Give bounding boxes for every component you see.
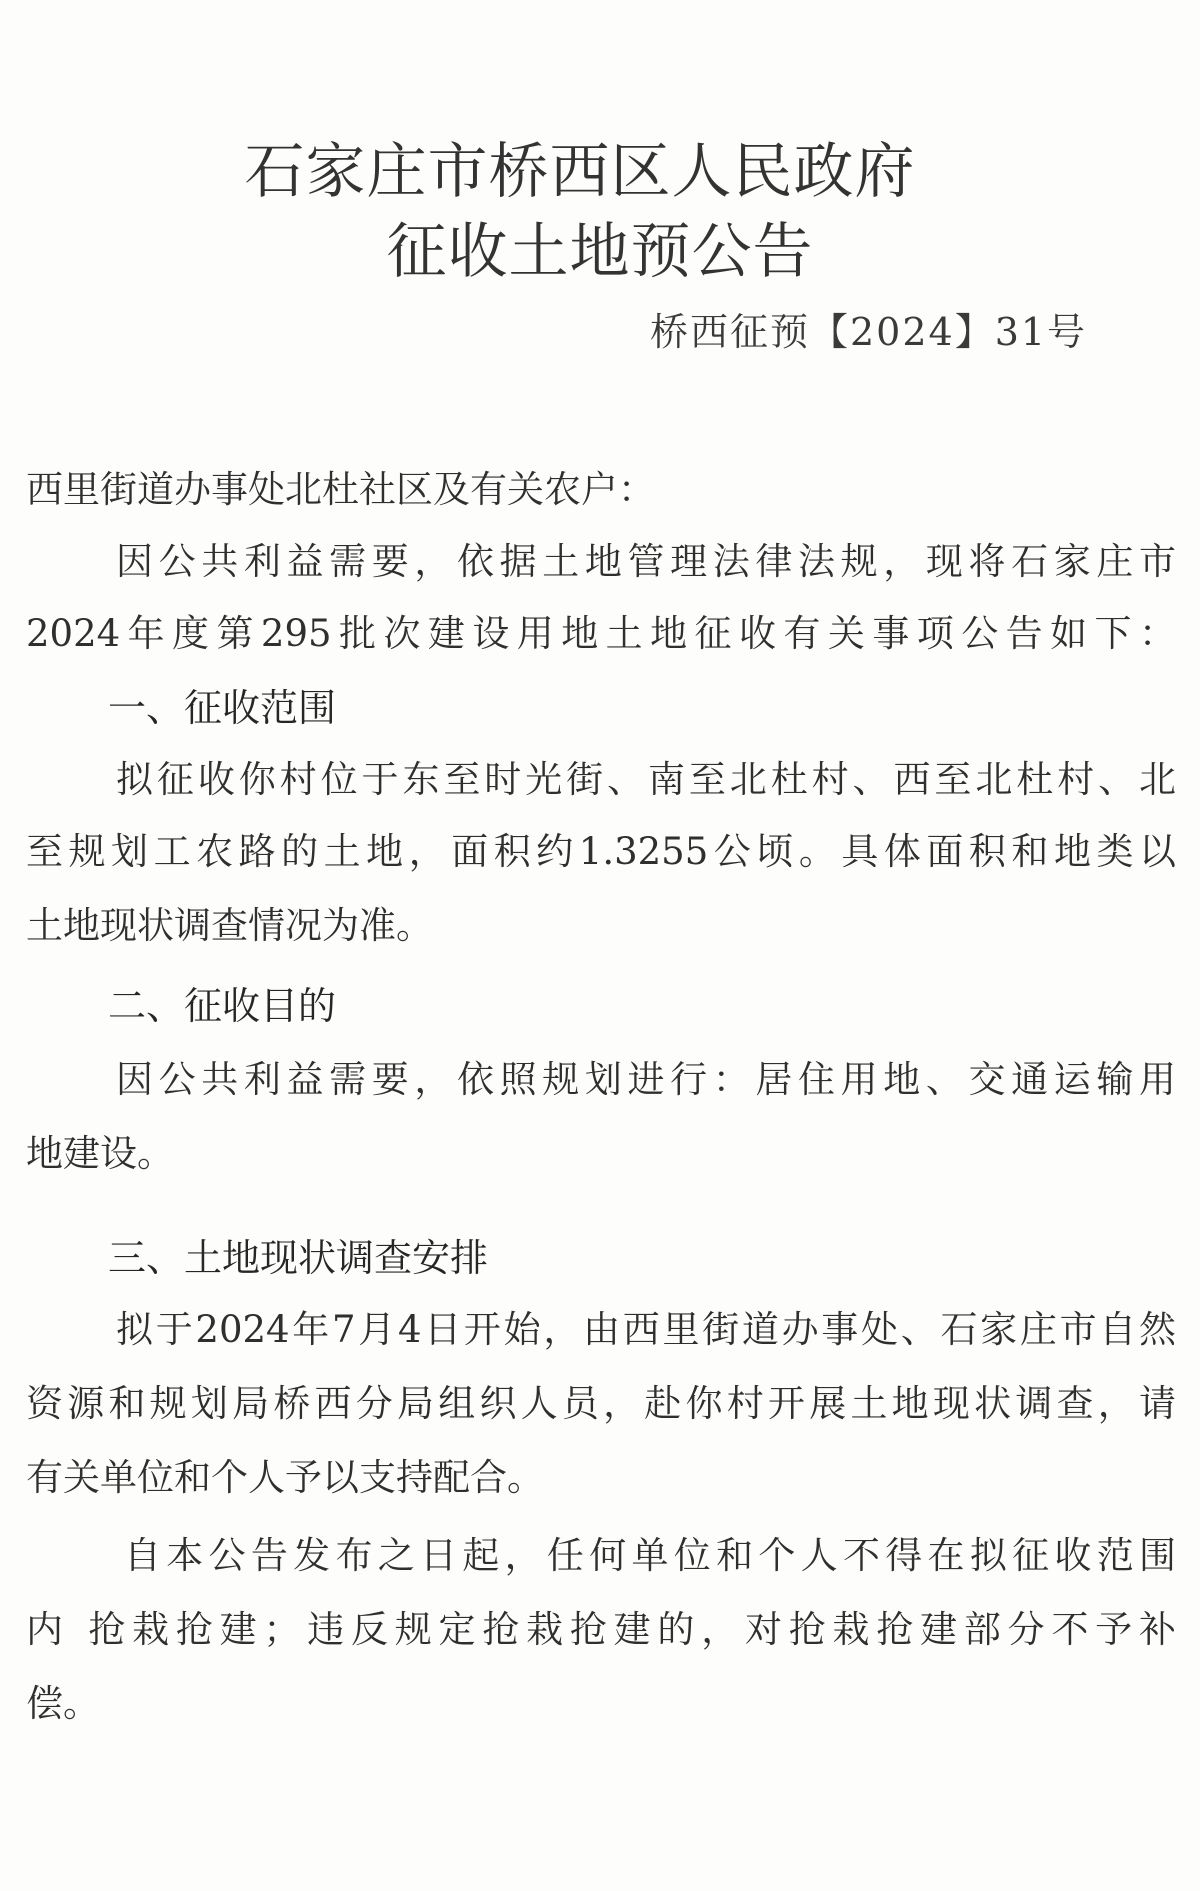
- section-2-line-1: 因公共利益需要，依照规划进行：居住用地、交通运输用: [116, 1058, 1176, 1101]
- intro-line-2: 2024年度第295批次建设用地土地征收有关事项公告如下：: [26, 612, 1176, 655]
- section-1-line-1: 拟征收你村位于东至时光街、南至北杜村、西至北杜村、北: [116, 758, 1176, 801]
- section-2-heading: 二、征收目的: [108, 984, 337, 1028]
- document-title-line-1: 石家庄市桥西区人民政府: [244, 137, 916, 207]
- intro-line-1: 因公共利益需要，依据土地管理法律法规，现将石家庄市: [116, 540, 1176, 583]
- section-1-heading: 一、征收范围: [108, 686, 337, 730]
- notice-line-1: 自本公告发布之日起，任何单位和个人不得在拟征收范围: [124, 1534, 1176, 1577]
- document-title-line-2: 征收土地预公告: [386, 217, 814, 287]
- section-3-line-1: 拟于2024年7月4日开始，由西里街道办事处、石家庄市自然: [116, 1308, 1176, 1351]
- section-3-line-3: 有关单位和个人予以支持配合。: [26, 1456, 544, 1499]
- section-2-line-2: 地建设。: [26, 1132, 174, 1175]
- notice-line-3: 偿。: [26, 1682, 100, 1725]
- notice-line-2: 内 抢栽抢建；违反规定抢栽抢建的，对抢栽抢建部分不予补: [26, 1608, 1176, 1651]
- section-1-line-3: 土地现状调查情况为准。: [26, 904, 433, 947]
- section-3-line-2: 资源和规划局桥西分局组织人员，赴你村开展土地现状调查，请: [26, 1382, 1176, 1425]
- section-1-line-2: 至规划工农路的土地，面积约1.3255公顷。具体面积和地类以: [26, 830, 1176, 873]
- document-number: 桥西征预【2024】31号: [650, 310, 1088, 354]
- section-3-heading: 三、土地现状调查安排: [108, 1236, 489, 1280]
- addressee: 西里街道办事处北杜社区及有关农户：: [26, 468, 655, 511]
